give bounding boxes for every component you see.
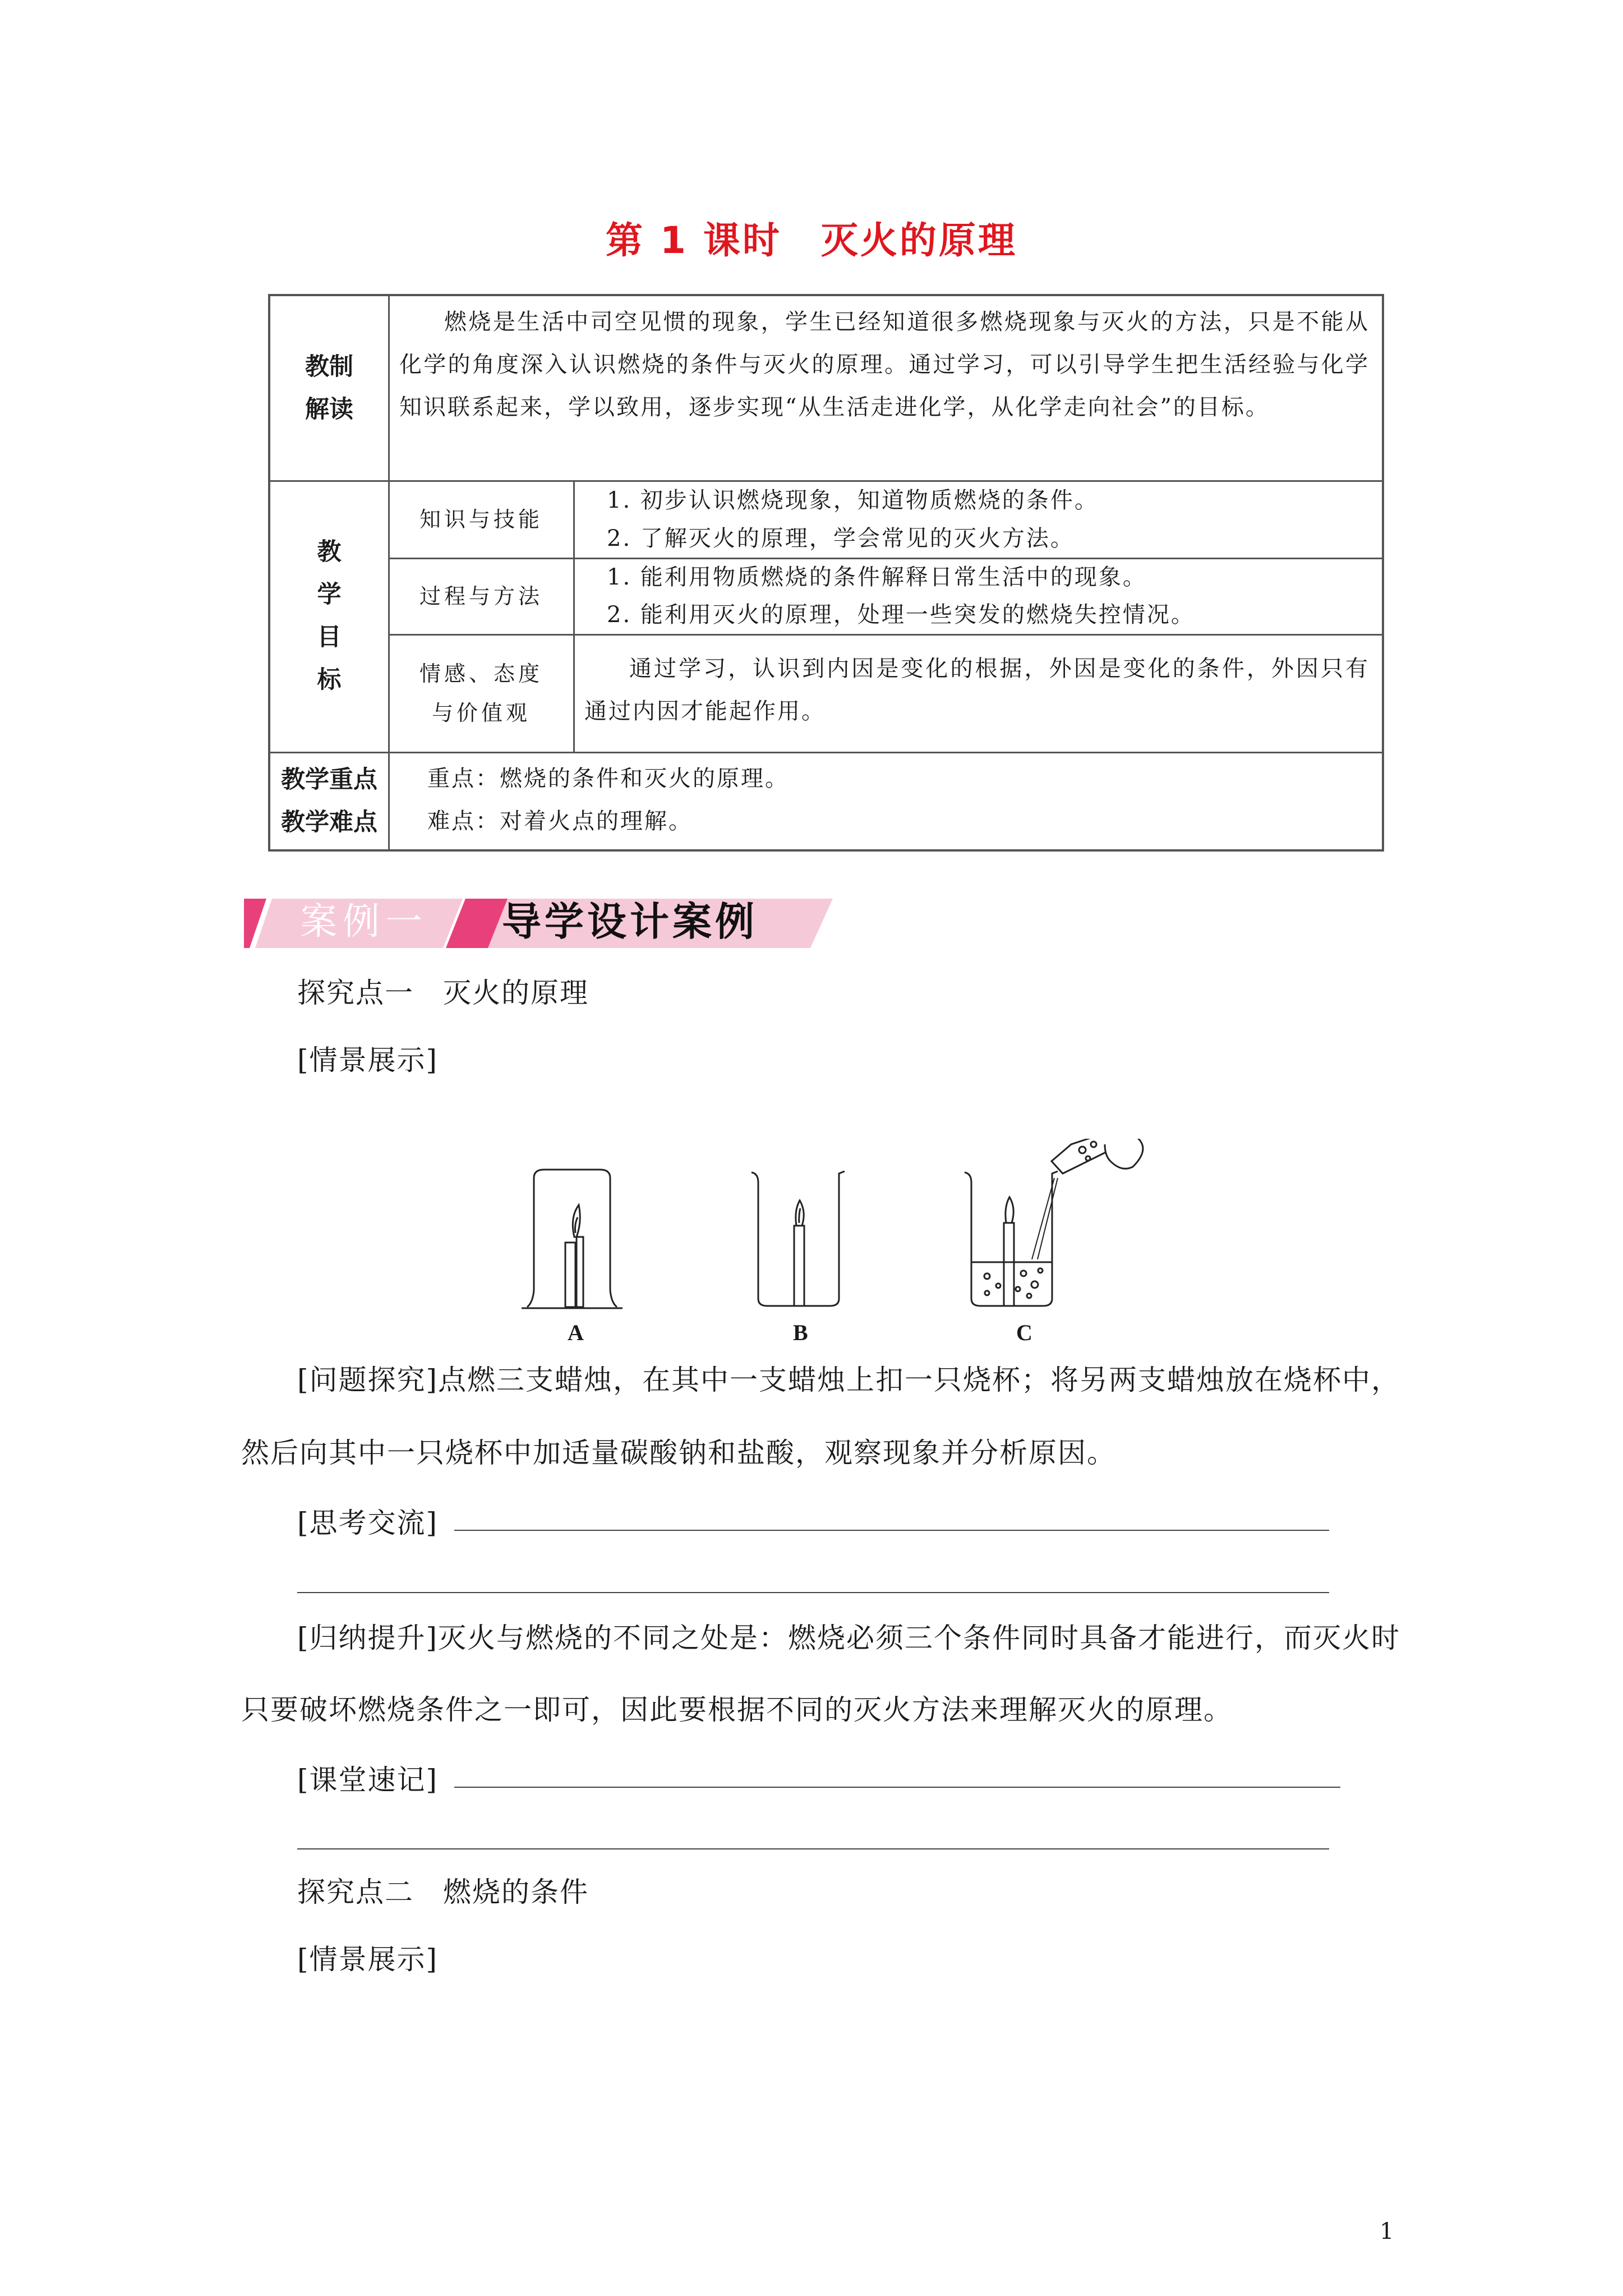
textbook-interpretation-text: 燃烧是生活中司空见惯的现象，学生已经知道很多燃烧现象与灭火的方法，只是不能从化学的角度深入认识燃烧的条件与灭火的原理。通过学习，可以引导学生把生活经验与化学知识联系起来，学以致用，逐步实现“从生活走进化学，从化学走向社会”的目标。 bbox=[399, 309, 1370, 420]
goal-category-emotion: 情感、态度 与价值观 bbox=[419, 661, 543, 725]
question-label: [问题探究] bbox=[297, 1364, 439, 1396]
page-number: 1 bbox=[1380, 2219, 1394, 2244]
goal-process-items: 1. 能利用物质燃烧的条件解释日常生活中的现象。 2. 能利用灭火的原理，处理一些突发的燃烧失控情况。 bbox=[607, 564, 1195, 628]
table-header-key-points: 教学重点 教学难点 bbox=[281, 766, 377, 836]
key-point: 重点：燃烧的条件和灭火的原理。 bbox=[427, 766, 789, 792]
table-header-goals: 教 学 目 标 bbox=[317, 538, 342, 694]
summary-line-2: 只要破坏燃烧条件之一即可，因此要根据不同的灭火方法来理解灭火的原理。 bbox=[241, 1694, 1233, 1726]
goal-emotion-text: 通过学习，认识到内因是变化的根据，外因是变化的条件，外因只有通过内因才能起作用。 bbox=[584, 656, 1370, 724]
notes-label: [课堂速记] bbox=[297, 1764, 439, 1796]
section2-scene-label: [情景展示] bbox=[297, 1943, 439, 1976]
summary-line-1: [归纳提升]灭火与燃烧的不同之处是：燃烧必须三个条件同时具备才能进行，而灭火时 bbox=[297, 1622, 1401, 1654]
beaker-c bbox=[965, 1139, 1143, 1306]
think-answer-line-2[interactable] bbox=[297, 1592, 1329, 1593]
key-difficult-points bbox=[427, 757, 1370, 847]
page-title: 第 1 课时 灭火的原理 bbox=[606, 219, 1017, 262]
beaker-b bbox=[751, 1171, 845, 1306]
beaker-a bbox=[522, 1170, 623, 1308]
section1-scene-label: [情景展示] bbox=[297, 1044, 439, 1076]
lesson-info-table bbox=[268, 294, 1384, 852]
section2-heading: 探究点二 燃烧的条件 bbox=[297, 1876, 589, 1908]
question-line-2: 然后向其中一只烧杯中加适量碳酸钠和盐酸，观察现象并分析原因。 bbox=[241, 1437, 1116, 1469]
candle-experiment-figure bbox=[516, 1139, 1189, 1346]
question-line-1: [问题探究]点燃三支蜡烛，在其中一支蜡烛上扣一只烧杯；将另两支蜡烛放在烧杯中， bbox=[297, 1364, 1401, 1396]
goal-knowledge-items: 1. 初步认识燃烧现象，知道物质燃烧的条件。 2. 了解灭火的原理，学会常见的灭火方法。 bbox=[607, 487, 1099, 551]
notes-line-1[interactable] bbox=[454, 1787, 1340, 1788]
think-answer-line-1[interactable] bbox=[454, 1530, 1329, 1531]
banner-title: 导学设计案例 bbox=[502, 899, 758, 945]
case-banner bbox=[244, 892, 833, 951]
difficult-point: 难点：对着火点的理解。 bbox=[427, 808, 693, 834]
notes-line-2[interactable] bbox=[297, 1848, 1329, 1849]
think-label: [思考交流] bbox=[297, 1507, 439, 1539]
section1-heading: 探究点一 灭火的原理 bbox=[297, 977, 589, 1009]
figure-label-a: A bbox=[568, 1320, 584, 1345]
figure-label-c: C bbox=[1016, 1320, 1032, 1345]
goal-category-process: 过程与方法 bbox=[419, 584, 543, 609]
figure-label-b: B bbox=[793, 1320, 808, 1345]
banner-tag: 案例一 bbox=[300, 900, 428, 943]
table-header-textbook: 教制 解读 bbox=[305, 353, 353, 424]
goal-category-knowledge: 知识与技能 bbox=[419, 507, 543, 532]
summary-label: [归纳提升] bbox=[297, 1622, 439, 1654]
